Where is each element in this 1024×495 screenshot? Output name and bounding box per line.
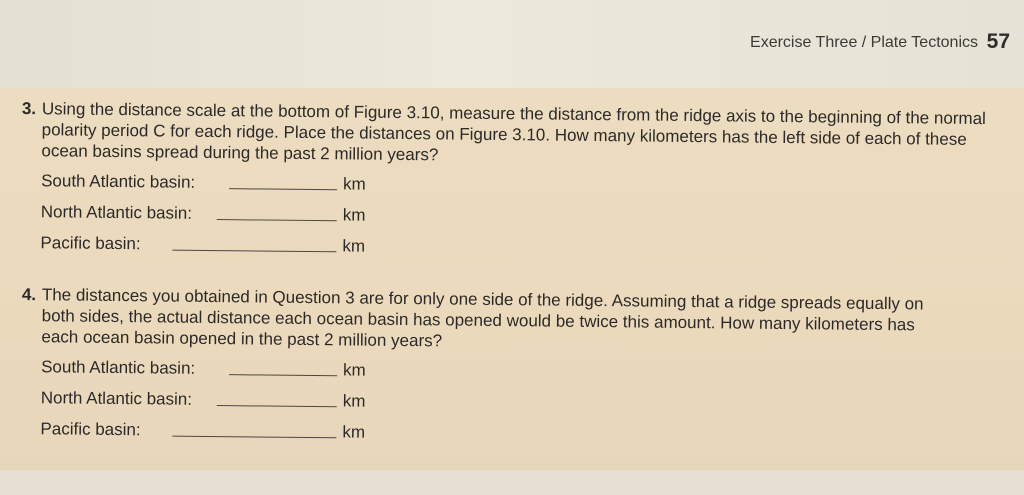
answer-label: North Atlantic basin: — [40, 388, 193, 409]
answer-blank-line[interactable] — [229, 374, 337, 376]
page-bottom-edge — [0, 470, 1024, 495]
question-text: Using the distance scale at the bottom of Figure 3.10, measure the distance from the ridge axis to the beginning of the normal polarity period C for each ridge. Place the distances on Figure 3.10. How many kilometers has the left side of each of these ocean basins spread during the past 2 million years? — [41, 99, 986, 165]
answer-label: North Atlantic basin: — [40, 202, 193, 223]
answer-label: Pacific basin: — [40, 233, 141, 254]
answer-label: South Atlantic basin: — [41, 357, 196, 378]
question-4 — [20, 284, 982, 453]
answer-unit: km — [343, 174, 366, 194]
answer-blank-line[interactable] — [217, 219, 337, 221]
page-number: 57 — [986, 30, 1010, 53]
question-number: 4. — [21, 284, 37, 305]
answer-unit: km — [342, 236, 366, 256]
running-head: Exercise Three / Plate Tectonics — [750, 34, 978, 51]
question-text: The distances you obtained in Question 3 are for only one side of the ridge. Assuming that a ridge spreads equally on both sides, the actual distance each ocean basin has opened would be twice this amount. How many kilometers has each ocean basin opened in the past 2 million years? — [41, 285, 924, 351]
answer-blank-line[interactable] — [172, 436, 336, 439]
answer-blank-line[interactable] — [172, 250, 336, 253]
answer-label: Pacific basin: — [40, 419, 141, 440]
answer-unit: km — [343, 360, 366, 380]
answer-label: South Atlantic basin: — [41, 171, 196, 192]
answer-unit: km — [342, 205, 366, 225]
question-number: 3. — [21, 98, 37, 119]
question-3 — [20, 98, 986, 267]
answer-unit: km — [342, 422, 366, 442]
answer-unit: km — [342, 391, 366, 411]
answer-blank-line[interactable] — [217, 405, 337, 407]
answer-blank-line[interactable] — [229, 188, 337, 190]
